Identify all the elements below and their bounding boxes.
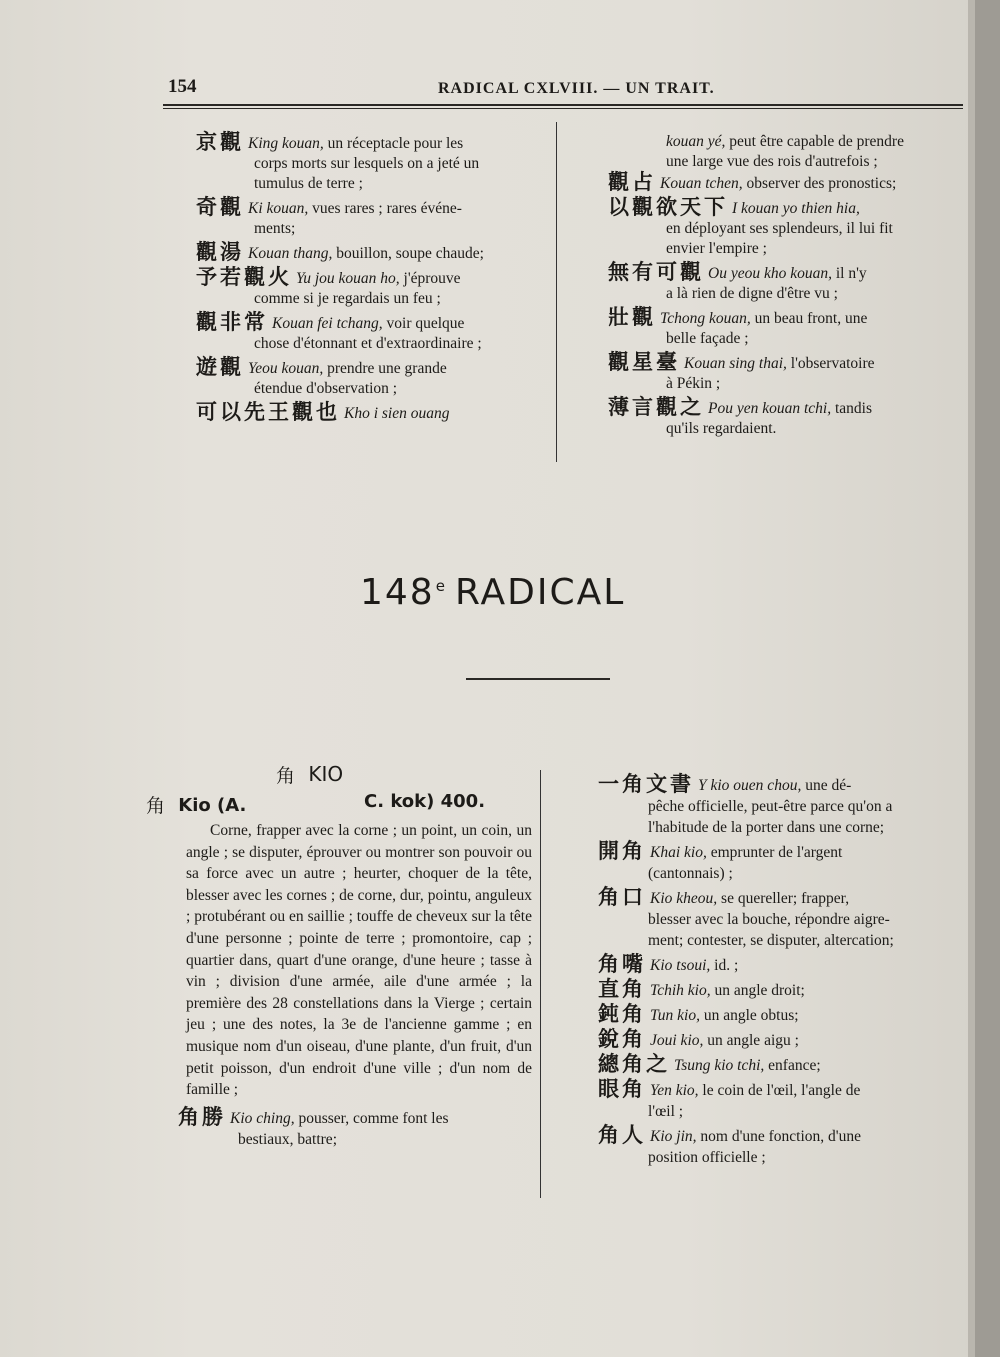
- entry-romanization: Joui kio,: [650, 1032, 704, 1049]
- dictionary-entry: [608, 262, 948, 304]
- header-rule-thin: [163, 108, 963, 109]
- entry-hanzi: 薄言觀之: [608, 395, 704, 419]
- entry-romanization: Kouan thang,: [248, 245, 333, 262]
- entry-definition-cont: l'habitude de la porter dans une corne;: [648, 819, 885, 836]
- entry-hanzi: 奇觀: [196, 195, 244, 219]
- entry-definition: voir quelque: [386, 315, 465, 332]
- kio-last-entry: [178, 1104, 532, 1151]
- entry-hanzi: 角人: [598, 1123, 646, 1147]
- top-right-column: [608, 132, 948, 442]
- kio-heading-rom: KIO: [308, 762, 344, 786]
- top-left-column: [196, 132, 548, 427]
- entry-definition-cont: belle façade ;: [666, 330, 749, 347]
- entry-definition-cont: tumulus de terre ;: [254, 175, 363, 192]
- column-separator-bottom: [540, 770, 541, 1198]
- dictionary-entry: [608, 352, 948, 394]
- top-right-entries: [608, 172, 948, 439]
- entry-definition-cont: blesser avec la bouche, répondre aigre-: [648, 911, 890, 928]
- kio-main-hanzi: 角: [146, 795, 169, 817]
- entry-definition-cont: (cantonnais) ;: [648, 865, 733, 882]
- radical-number: 148: [360, 572, 435, 613]
- entry-hanzi: 角嘴: [598, 952, 646, 976]
- dictionary-entry: [608, 172, 948, 194]
- entry-romanization: King kouan,: [248, 135, 324, 152]
- radical-ordinal: e: [435, 577, 447, 595]
- entry-romanization: Kio jin,: [650, 1128, 697, 1145]
- dictionary-entry: [196, 312, 548, 354]
- entry-definition-cont: position officielle ;: [648, 1149, 766, 1166]
- entry-definition-cont: pêche officielle, peut-être parce qu'on a: [648, 798, 893, 815]
- entry-definition-cont: comme si je regardais un feu ;: [254, 290, 441, 307]
- dictionary-entry: [598, 841, 936, 884]
- dictionary-entry: [196, 197, 548, 239]
- dictionary-entry: [598, 1125, 936, 1168]
- kio-cantonese: C. kok) 400.: [364, 791, 486, 812]
- entry-romanization: Khai kio,: [650, 844, 707, 861]
- entry-definition-cont: qu'ils regardaient.: [666, 420, 777, 437]
- entry-definition: un réceptacle pour les: [327, 135, 464, 152]
- entry-definition-cont: a là rien de digne d'être vu ;: [666, 285, 838, 302]
- entry-hanzi: 予若觀火: [196, 265, 292, 289]
- entry-definition: un angle aigu ;: [707, 1032, 799, 1049]
- entry-romanization: Yu jou kouan ho,: [296, 270, 400, 287]
- dictionary-entry: [598, 887, 936, 951]
- entry-hanzi: 直角: [598, 977, 646, 1001]
- continuation-text: kouan yé, peut être capable de prendre une large vue des rois d'autrefois ;: [666, 133, 904, 170]
- entry-definition: il n'y: [835, 265, 867, 282]
- entry-definition: prendre une grande: [327, 360, 447, 377]
- entry-hanzi: 觀占: [608, 170, 656, 194]
- bottom-right-column: [598, 774, 936, 1171]
- kio-main-text: Kio (A.: [178, 795, 247, 816]
- entry-definition-cont: bestiaux, battre;: [238, 1131, 337, 1149]
- kio-definition-text: Corne, frapper avec la corne ; un point, un coin, un angle ; se disputer, éprouver ou montrer son pouvoir ou sa force avec un autre ; heurter, choquer de la tête, blesser avec les cornes ; de corne, dur, pointu, anguleux ; protubérant ou en saillie ; touffe de cheveux sur la tête d'une personne ; pointe de terre ; promontoire, cap ; quartier dans, quart d'une orange, d'une heure ; tasse à vin ; division d'une armée, aile d'une armée ; la première des 28 constellations dans la Vierge ; certain jeu ; une des notes, la 3e de l'ancienne gamme ; en musique nom d'un oiseau, d'une plante, d'un fruit, d'un petit poisson, d'un endroit d'une ville ; d'un nom de famille ;: [186, 822, 532, 1099]
- dictionary-entry: [598, 1029, 936, 1051]
- entry-definition: se quereller; frapper,: [721, 890, 850, 907]
- entry-hanzi: 壯觀: [608, 305, 656, 329]
- kio-heading: [276, 761, 343, 788]
- entry-romanization: Tchong kouan,: [660, 310, 751, 327]
- entry-definition: un beau front, une: [754, 310, 868, 327]
- entry-hanzi: 角勝: [178, 1104, 226, 1129]
- entry-romanization: Kouan tchen,: [660, 175, 743, 192]
- kio-main-entry: [146, 791, 546, 818]
- dictionary-entry: [608, 307, 948, 349]
- entry-romanization: Ki kouan,: [248, 200, 309, 217]
- entry-hanzi: 一角文書: [598, 772, 694, 796]
- entry-hanzi: 銳角: [598, 1027, 646, 1051]
- page-edge: [975, 0, 1000, 1357]
- entry-hanzi: 觀湯: [196, 240, 244, 264]
- column-separator-top: [556, 122, 557, 462]
- header-rule: [163, 104, 963, 106]
- section-rule: [466, 678, 610, 680]
- entry-romanization: Kio tsoui,: [650, 957, 711, 974]
- entry-romanization: I kouan yo thien hia,: [732, 200, 860, 217]
- entry-definition: emprunter de l'argent: [710, 844, 843, 861]
- entry-romanization: Y kio ouen chou,: [698, 777, 802, 794]
- entry-definition-cont: l'œil ;: [648, 1103, 684, 1120]
- entry-romanization: Kouan sing thai,: [684, 355, 787, 372]
- entry-romanization: Tchih kio,: [650, 982, 711, 999]
- dictionary-entry: [196, 242, 548, 264]
- entry-definition: nom d'une fonction, d'une: [700, 1128, 861, 1145]
- entry-hanzi: 眼角: [598, 1077, 646, 1101]
- entry-hanzi: 觀非常: [196, 310, 268, 334]
- entry-definition: bouillon, soupe chaude;: [336, 245, 484, 262]
- page-edge-shadow: [968, 0, 975, 1357]
- dictionary-entry: [598, 954, 936, 976]
- entry-definition: id. ;: [714, 957, 739, 974]
- entry-hanzi: 以觀欲天下: [608, 195, 728, 219]
- entry-definition: l'observatoire: [790, 355, 875, 372]
- dictionary-entry: [608, 397, 948, 439]
- entry-romanization: Kio ching,: [230, 1109, 295, 1127]
- dictionary-entry: [196, 357, 548, 399]
- entry-definition-cont: en déployant ses splendeurs, il lui fit: [666, 220, 893, 237]
- entry-romanization: Ou yeou kho kouan,: [708, 265, 832, 282]
- entry-romanization: Kio kheou,: [650, 890, 718, 907]
- running-title: RADICAL CXLVIII. — UN TRAIT.: [438, 80, 715, 97]
- entry-romanization: Yeou kouan,: [248, 360, 324, 377]
- dictionary-entry: [196, 132, 548, 194]
- entry-definition: enfance;: [768, 1057, 821, 1074]
- dictionary-entry: [196, 402, 548, 424]
- entry-definition-cont: chose d'étonnant et d'extraordinaire ;: [254, 335, 482, 352]
- entry-hanzi: 鈍角: [598, 1002, 646, 1026]
- dictionary-entry: [598, 1054, 936, 1076]
- entry-definition: vues rares ; rares événe-: [312, 200, 462, 217]
- dictionary-entry: [598, 1079, 936, 1122]
- entry-hanzi: 遊觀: [196, 355, 244, 379]
- entry-romanization: Kho i sien ouang: [344, 405, 450, 422]
- dictionary-entry: [598, 1004, 936, 1026]
- entry-definition: tandis: [834, 400, 873, 417]
- entry-definition: le coin de l'œil, l'angle de: [702, 1082, 861, 1099]
- dictionary-entry: [196, 267, 548, 309]
- entry-romanization: Tun kio,: [650, 1007, 700, 1024]
- entry-definition: une dé-: [805, 777, 852, 794]
- entry-definition-cont: corps morts sur lesquels on a jeté un: [254, 155, 480, 172]
- dictionary-entry: [598, 774, 936, 838]
- dictionary-entry: [598, 979, 936, 1001]
- entry-romanization: Pou yen kouan tchi,: [708, 400, 832, 417]
- entry-definition: un angle obtus;: [703, 1007, 799, 1024]
- entry-hanzi: 總角之: [598, 1052, 670, 1076]
- entry-romanization: Yen kio,: [650, 1082, 699, 1099]
- entry-hanzi: 觀星臺: [608, 350, 680, 374]
- entry-definition-cont: ment; contester, se disputer, altercation;: [648, 932, 894, 949]
- entry-romanization: Kouan fei tchang,: [272, 315, 383, 332]
- entry-hanzi: 京觀: [196, 130, 244, 154]
- entry-hanzi: 無有可觀: [608, 260, 704, 284]
- entry-hanzi: 開角: [598, 839, 646, 863]
- entry-definition: pousser, comme font les: [298, 1109, 449, 1127]
- radical-word: RADICAL: [454, 572, 626, 613]
- entry-definition: j'éprouve: [403, 270, 461, 287]
- entry-hanzi: 角口: [598, 885, 646, 909]
- entry-definition-cont: ments;: [254, 220, 296, 237]
- entry-definition-cont: étendue d'observation ;: [254, 380, 398, 397]
- page-number: 154: [168, 76, 197, 97]
- entry-hanzi: 可以先王觀也: [196, 400, 340, 424]
- entry-romanization: Tsung kio tchi,: [674, 1057, 765, 1074]
- dictionary-entry: [608, 197, 948, 259]
- section-title: [360, 572, 625, 613]
- entry-definition: observer des pronostics;: [746, 175, 897, 192]
- entry-definition-cont: à Pékin ;: [666, 375, 721, 392]
- entry-definition: un angle droit;: [714, 982, 805, 999]
- kio-definition: [178, 820, 532, 1151]
- kio-heading-hanzi: 角: [276, 765, 299, 787]
- entry-definition-cont: envier l'empire ;: [666, 240, 767, 257]
